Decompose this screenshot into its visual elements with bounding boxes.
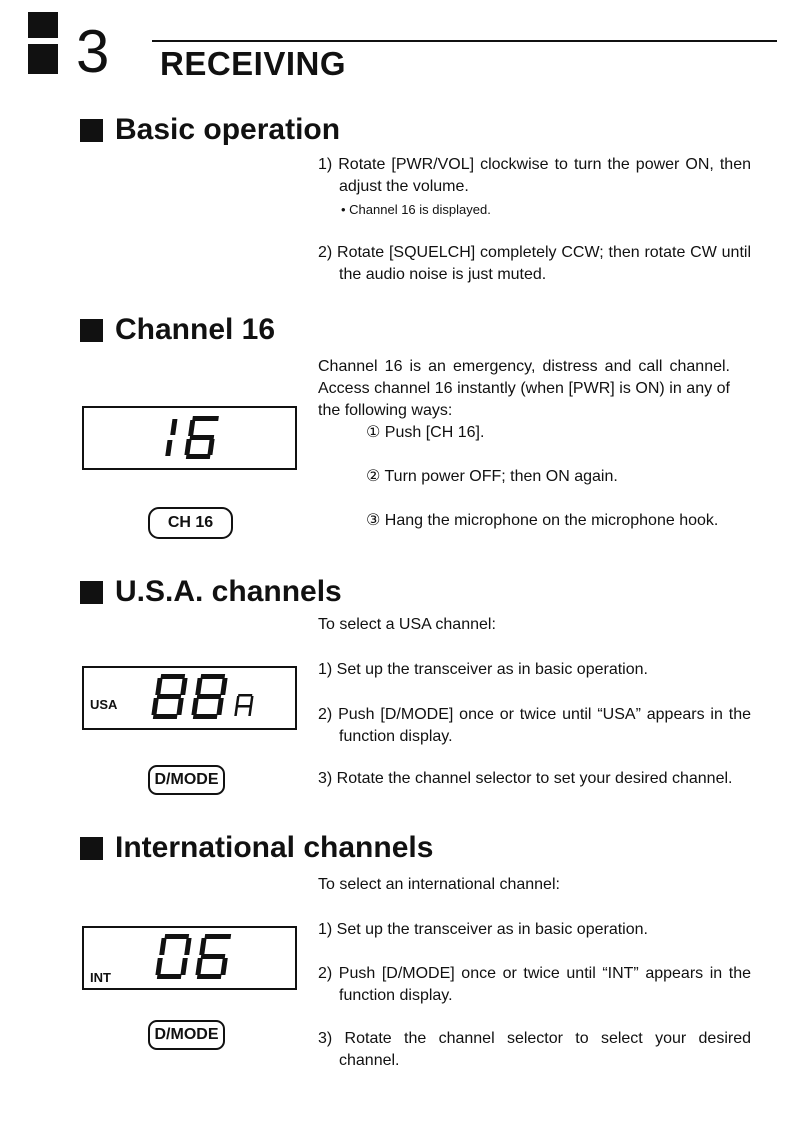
usa-step-3: 3) Rotate the channel selector to set your desired channel. — [318, 770, 733, 787]
basic-step-2: 2) Rotate [SQUELCH] completely CCW; then rotate CW until the audio noise is just muted. — [318, 244, 751, 283]
ch16-intro: Channel 16 is an emergency, distress and call channel. Access channel 16 instantly (when [PWR] is ON) in any of the following ways: — [318, 358, 730, 419]
chapter-title: RECEIVING — [160, 45, 347, 82]
lcd-digits-16 — [84, 408, 299, 472]
chapter-tab-top — [28, 12, 58, 38]
section-heading: Channel 16 — [115, 313, 276, 346]
ch16-item-2: ② Turn power OFF; then ON again. — [366, 468, 618, 485]
section-basic-operation — [80, 112, 340, 148]
intl-step-1: 1) Set up the transceiver as in basic operation. — [318, 921, 648, 938]
chapter-number: 3 — [76, 18, 110, 85]
basic-bullet: • Channel 16 is displayed. — [341, 202, 491, 217]
section-heading: International channels — [115, 831, 434, 864]
intl-step-3: 3) Rotate the channel selector to select your desired channel. — [318, 1030, 751, 1069]
lcd-digits-88 — [84, 668, 299, 732]
section-usa-channels — [80, 574, 342, 610]
ch16-item-1: ① Push [CH 16]. — [366, 424, 485, 441]
usa-step-1: 1) Set up the transceiver as in basic operation. — [318, 661, 648, 678]
basic-step-1: 1) Rotate [PWR/VOL] clockwise to turn the power ON, then adjust the volume. — [318, 156, 751, 195]
section-marker — [80, 319, 103, 342]
usa-step-2: 2) Push [D/MODE] once or twice until “USA” appears in the function display. — [318, 706, 751, 745]
intl-intro: To select an international channel: — [318, 876, 560, 893]
ch16-display — [82, 406, 297, 470]
usa-display — [82, 666, 297, 730]
ch16-key-button[interactable]: CH 16 — [148, 507, 233, 539]
intl-display — [82, 926, 297, 990]
usa-intro: To select a USA channel: — [318, 616, 496, 633]
intl-step-2: 2) Push [D/MODE] once or twice until “INT” appears in the function display. — [318, 965, 751, 1004]
chapter-rule — [152, 40, 777, 42]
usa-dmode-key[interactable]: D/MODE — [148, 765, 225, 795]
section-heading: Basic operation — [115, 113, 341, 146]
section-international-channels — [80, 830, 433, 866]
section-marker — [80, 581, 103, 604]
section-marker — [80, 837, 103, 860]
usa-display-tag: USA — [90, 697, 118, 712]
section-heading: U.S.A. channels — [115, 575, 342, 608]
intl-display-tag: INT — [90, 970, 111, 985]
ch16-item-3: ③ Hang the microphone on the microphone hook. — [366, 512, 719, 529]
chapter-tab-bottom — [28, 44, 58, 74]
section-marker — [80, 119, 103, 142]
section-channel-16 — [80, 312, 275, 348]
lcd-digits-06 — [84, 928, 299, 992]
intl-dmode-key[interactable]: D/MODE — [148, 1020, 225, 1050]
